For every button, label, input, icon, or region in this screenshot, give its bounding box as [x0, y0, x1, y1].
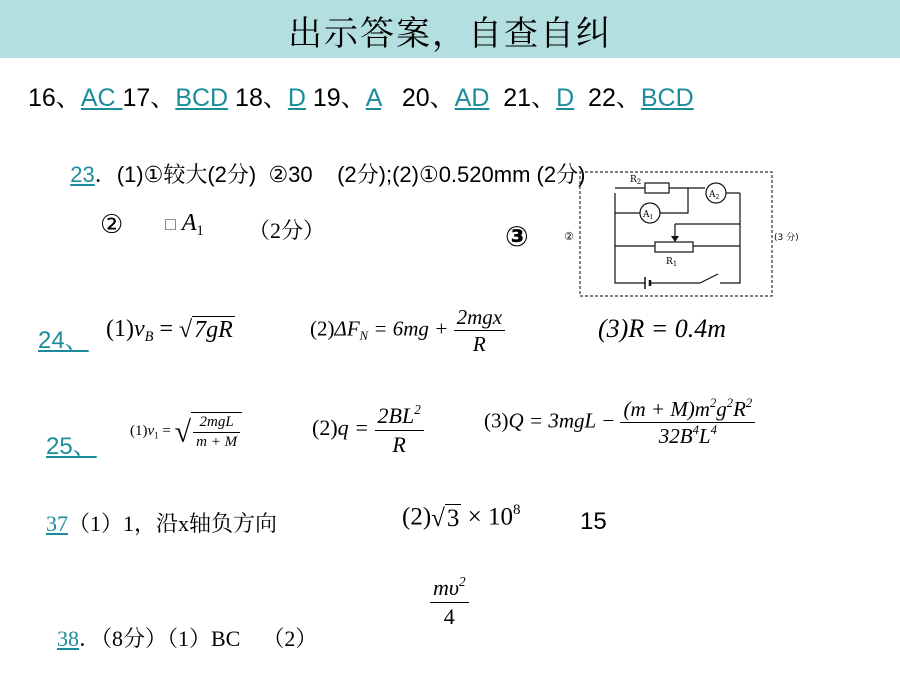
page-title: 出示答案，自查自纠 [288, 14, 612, 54]
q24-p2-sub: N [359, 328, 369, 343]
q21-answer[interactable]: D [556, 84, 575, 112]
q25-p1-var: v [147, 423, 155, 440]
q25-p1-sqrt: √ $\frac{\text{2mgL}}{m + M}$ [175, 412, 242, 452]
q25-p3-num-sup1: 2 [709, 396, 717, 411]
q25-p3-num-c: R [733, 397, 746, 421]
q24-p2-fraction [454, 304, 506, 358]
q25-p3-lhs: Q = 3mgL − [508, 408, 621, 433]
r1-label: $R_1$ [666, 257, 678, 268]
q37-number[interactable]: 37 [46, 511, 68, 536]
q23-item2-symbol: A [181, 210, 197, 236]
q20-label: 20、 [381, 84, 455, 112]
q24-p1-var: v [133, 316, 145, 342]
q25-number-text[interactable]: 25、 [46, 433, 97, 460]
q19-label: 19、 [305, 84, 366, 112]
q23-line [58, 132, 585, 189]
q24-p2-lhs: ΔF [334, 316, 360, 341]
q25-p3-num-sup3: 2 [745, 396, 753, 411]
q24-p2-denominator: R [472, 332, 486, 357]
switch-icon [700, 274, 718, 283]
q24-p1-eq: = [153, 316, 179, 342]
q37-line [46, 507, 277, 538]
q25-p1-denominator: m + M [196, 433, 238, 450]
q23-number[interactable]: 23 [70, 162, 95, 187]
q25-p2-numerator: 2BL [377, 403, 415, 429]
q25-p3-den-a: 32B [658, 424, 693, 449]
q25-p3-label: (3) [484, 408, 509, 433]
q37-p2-sqrt: √3 [431, 505, 460, 533]
q38-denominator: 4 [443, 603, 455, 629]
q23-item2-answer [165, 210, 204, 240]
q24-p1-label: (1) [106, 316, 134, 342]
title-bar [0, 0, 900, 58]
q16-answer[interactable]: AC [80, 84, 123, 112]
q38-text: ．（8分）（1）BC （2） [79, 626, 318, 651]
r1-rheostat [655, 242, 693, 252]
circuit-diagram [560, 158, 799, 298]
q18-answer[interactable]: D [287, 84, 306, 112]
q25-number[interactable] [46, 426, 97, 461]
q17-label: 17、 [122, 84, 176, 112]
q37-text: （1）1，沿x轴负方向 [68, 511, 278, 536]
q25-p3-den-b: L [698, 424, 711, 449]
q37-part2 [402, 502, 521, 533]
q37-p2-radicand: 3 [446, 505, 460, 533]
q25-part1 [130, 412, 242, 452]
q37-extra: 15 [580, 508, 607, 535]
q24-p2-eq: = 6mg + [368, 316, 454, 341]
q18-label: 18、 [228, 84, 288, 112]
q25-part3 [484, 396, 755, 450]
q25-p1-numerator: 2mgL [193, 413, 240, 433]
r2-label: $R_2$ [630, 175, 642, 186]
q25-p2-lhs: q = [337, 415, 375, 441]
q38-numerator: mυ [433, 575, 459, 601]
q25-part2 [312, 402, 424, 458]
q23-item3-mark: ③ [505, 220, 529, 253]
q25-p2-fraction [375, 402, 424, 458]
q25-p2-label: (2) [312, 415, 338, 441]
q24-part3: (3)R = 0.4m [598, 314, 727, 343]
q24-p1-radicand: 7gR [194, 317, 233, 344]
q16-label: 16、 [28, 84, 81, 112]
circuit-label-2: ② [564, 230, 574, 243]
q25-p3-num-a: (m + M)m [623, 397, 710, 421]
q25-p2-num-sup: 2 [414, 402, 421, 417]
q38-number[interactable]: 38 [57, 626, 79, 651]
q38-num-sup: 2 [459, 574, 466, 589]
q23-text: ．(1)①较大(2分) ②30 (2分);(2)①0.520mm (2分) [94, 162, 586, 187]
q25-p3-den-sup2: 4 [710, 423, 717, 438]
q24-number-text[interactable]: 24、 [38, 327, 89, 354]
q25-p1-label: (1) [130, 423, 148, 440]
r2-resistor [645, 183, 669, 193]
a1-label: $A_1$ [643, 210, 654, 221]
q23-item2-sub: 1 [196, 223, 204, 240]
q24-p2-numerator: 2mgx [454, 304, 506, 331]
q25-p3-den-sup1: 4 [692, 423, 699, 438]
q24-part1 [106, 316, 235, 346]
q25-p1-sub: 1 [154, 430, 159, 441]
q24-p1-sub: B [144, 329, 154, 346]
q25-p3-num-b: g [716, 397, 727, 421]
q25-p3-fraction [620, 396, 755, 450]
dashed-border [580, 172, 772, 296]
q24-part2 [310, 304, 505, 358]
q38-line [46, 596, 317, 653]
q22-answer[interactable]: BCD [640, 84, 694, 112]
q37-p2-sup: 8 [513, 502, 521, 518]
q24-p2-label: (2) [310, 316, 335, 341]
circuit-score: (3 分) [774, 233, 799, 243]
q25-p2-denominator: R [392, 431, 406, 457]
q24-number[interactable] [38, 320, 89, 355]
q22-label: 22、 [574, 84, 641, 112]
q37-p2-label: (2) [402, 503, 432, 531]
q20-answer[interactable]: AD [454, 84, 490, 112]
answers-16-22 [28, 78, 694, 114]
q25-p1-eq: = [158, 423, 175, 440]
q24-p1-sqrt: √7gR [178, 317, 233, 344]
q38-fraction [430, 574, 469, 630]
q17-answer[interactable]: BCD [175, 84, 229, 112]
q25-p3-num-sup2: 2 [726, 396, 734, 411]
q23-item2-box: □ [165, 214, 176, 234]
q37-p2-rest: × 10 [461, 503, 513, 531]
q23-item2 [100, 210, 123, 240]
q21-label: 21、 [489, 84, 557, 112]
a2-label: $A_2$ [709, 190, 720, 201]
q19-answer[interactable]: A [365, 84, 381, 112]
q23-item2-score: （2分） [248, 218, 326, 243]
q23-item2-mark: ② [100, 210, 124, 240]
